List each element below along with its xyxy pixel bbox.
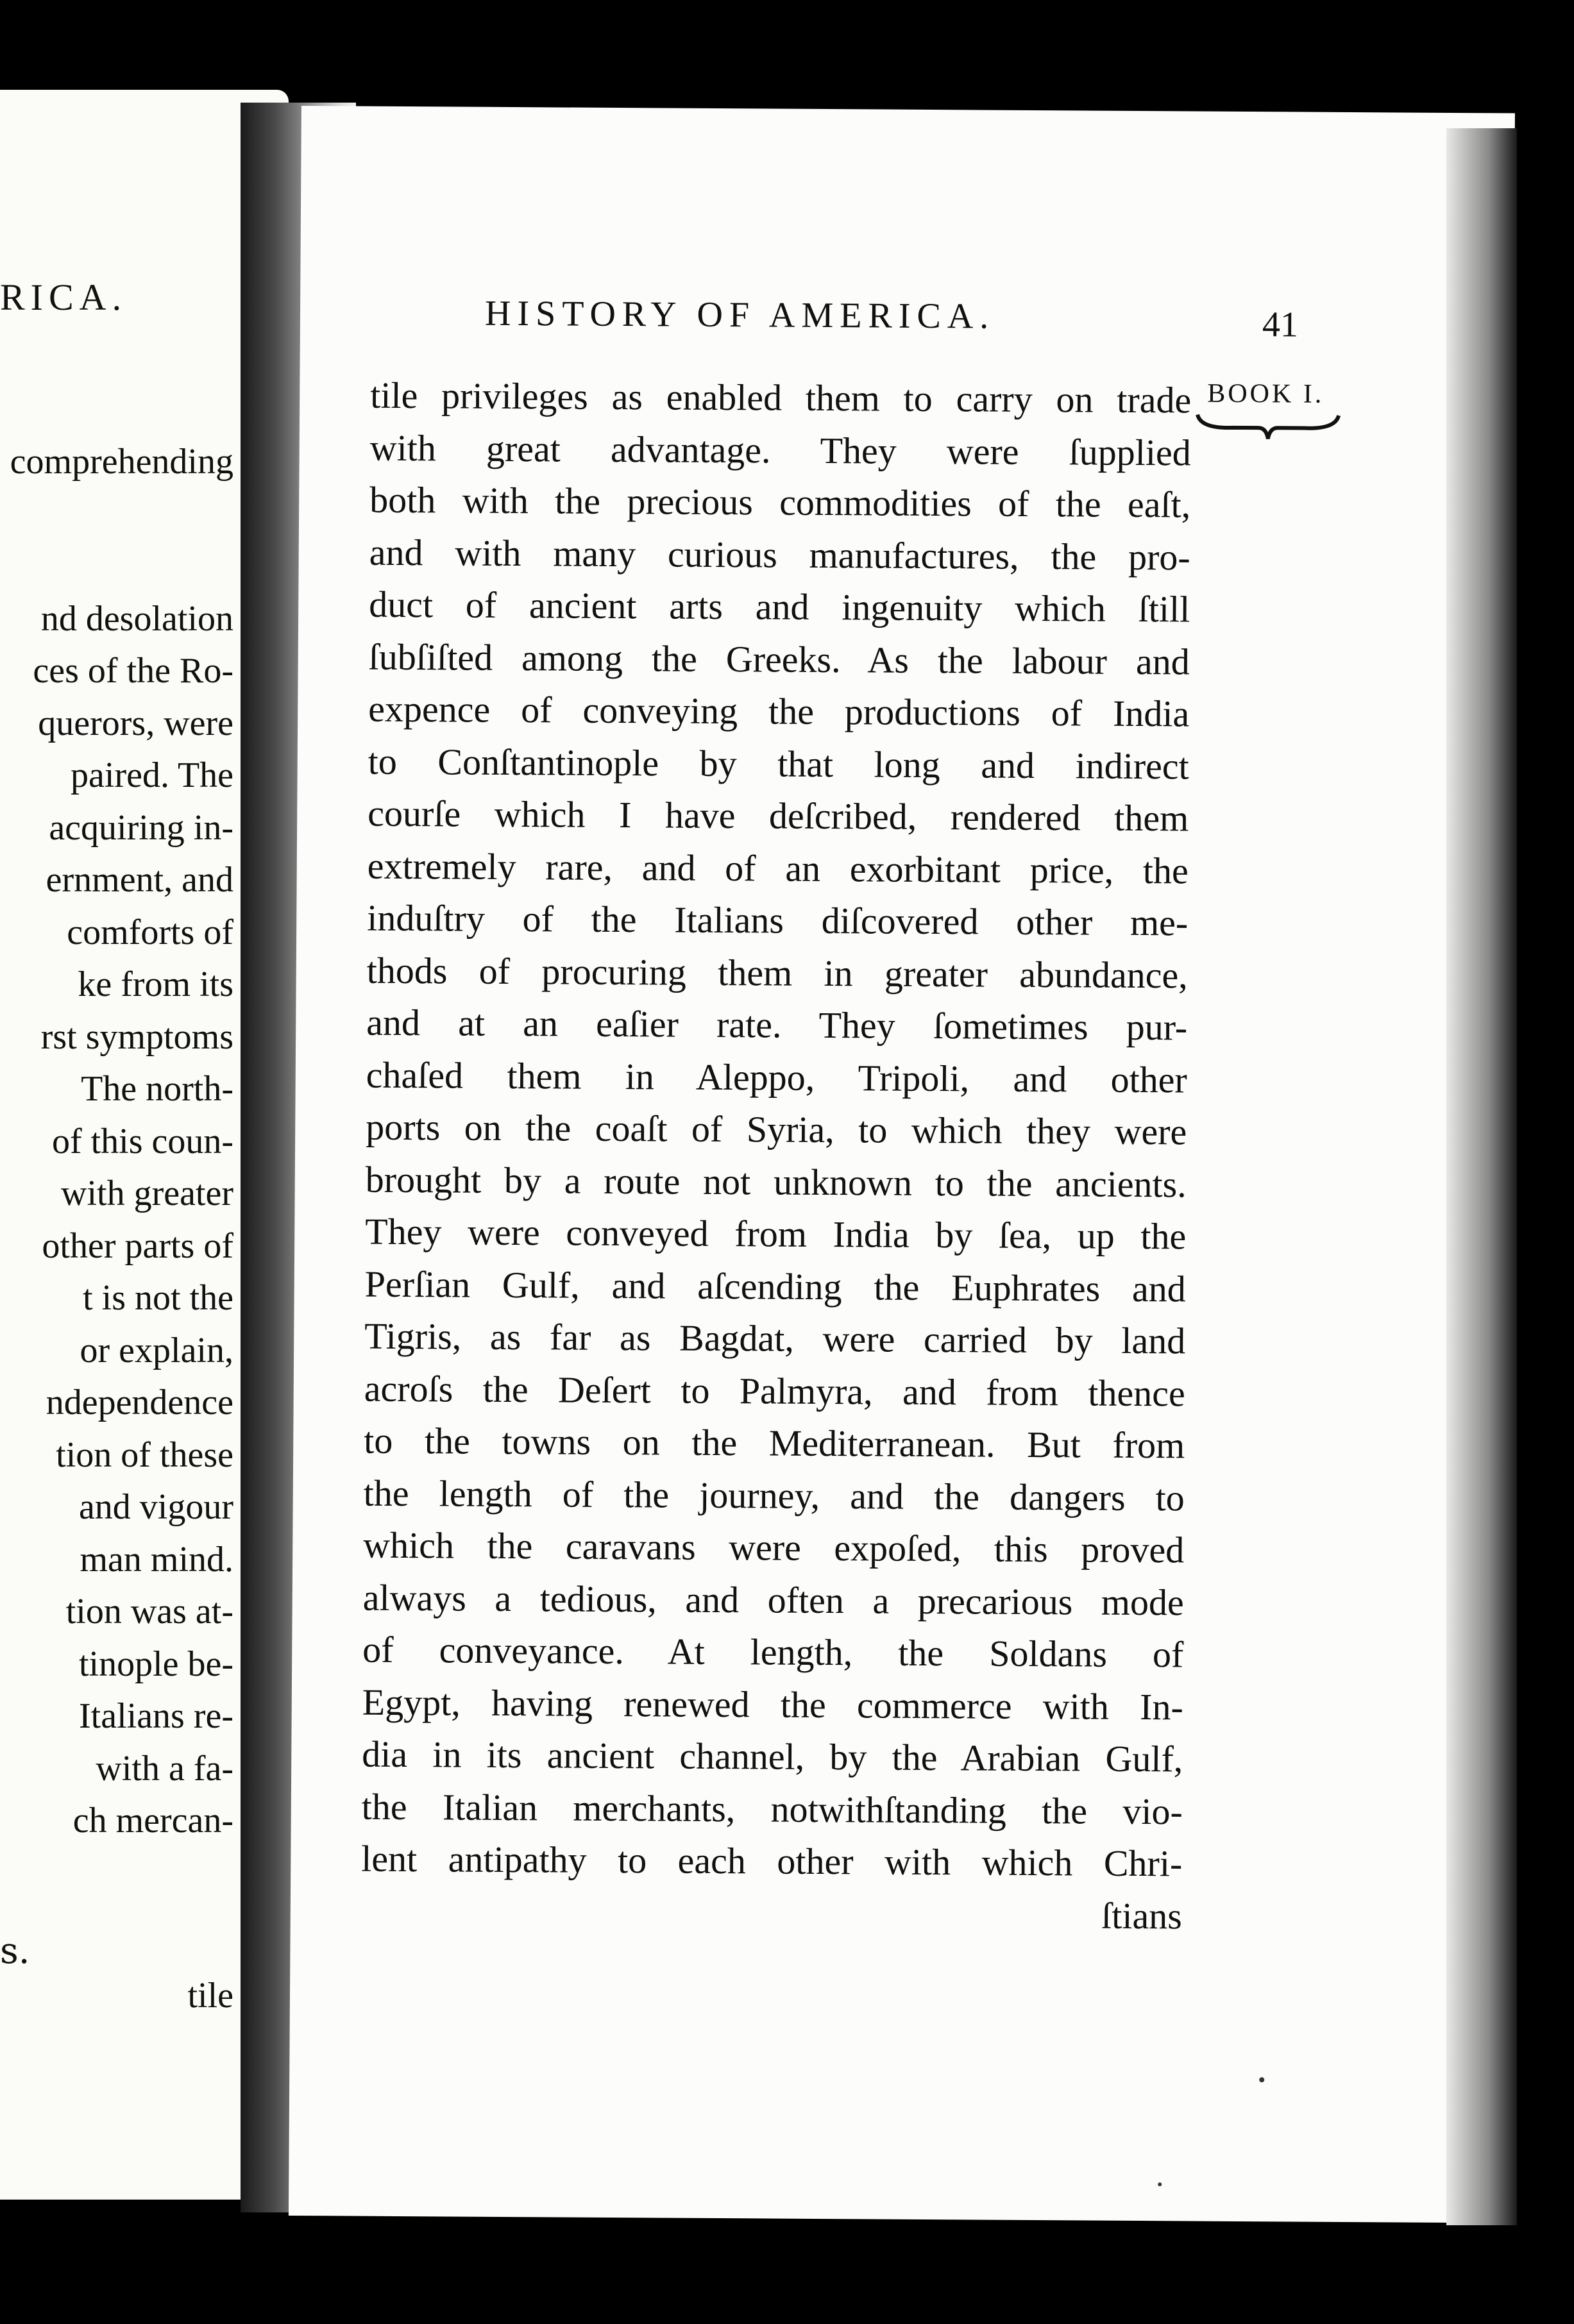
text-line: and at an eaſier rate. They ſometimes pur- (366, 1001, 1188, 1048)
left-text-line: man mind. (80, 1539, 233, 1579)
text-line: which the caravans were expoſed, this proved (363, 1524, 1185, 1571)
text-line: ports on the coaſt of Syria, to which they were (366, 1106, 1187, 1153)
left-text-line: comprehending (10, 442, 233, 482)
page-number: 41 (1262, 305, 1299, 345)
left-text-line: ces of the Ro- (33, 651, 233, 691)
left-text-line (10, 541, 233, 593)
left-text-line: rst symptoms (40, 1016, 233, 1057)
text-line: both with the precious commodities of the eaſt, (369, 478, 1191, 526)
right-page (289, 106, 1515, 2223)
left-text-line: querors, were (38, 703, 233, 743)
text-line: brought by a route not unknown to the ancients. (365, 1158, 1187, 1205)
text-line: courſe which I have deſcribed, rendered them (368, 792, 1189, 839)
text-line: Tigris, as far as Bagdat, were carried by land (364, 1315, 1186, 1362)
text-line: thods of procuring them in greater abundance, (366, 949, 1188, 996)
left-text-line: other parts of (42, 1225, 233, 1266)
left-text-line: with greater (61, 1174, 233, 1213)
page-edge-shadow (1446, 128, 1517, 2225)
body-text (361, 369, 1192, 1942)
text-line: the length of the journey, and the dangers to (363, 1472, 1185, 1519)
left-text-line (10, 489, 233, 541)
left-text-line: comforts of (67, 912, 233, 952)
left-text-line: ernment, and (46, 860, 233, 900)
text-line: ſubſiſted among the Greeks. As the labour and (368, 636, 1190, 682)
text-line: and with many curious manufactures, the pro- (369, 531, 1190, 578)
left-text-line: or explain, (80, 1330, 233, 1370)
left-text-line: tion of these (56, 1435, 233, 1475)
text-line: dia in its ancient channel, by the Arabian Gulf, (362, 1733, 1183, 1780)
text-line: to the towns on the Mediterranean. But from (364, 1419, 1185, 1467)
left-text-line: nd desolation (40, 598, 233, 639)
left-text-line: The north- (81, 1069, 233, 1109)
text-line: to Conſtantinople by that long and indirect (368, 740, 1189, 787)
left-text-line: of this coun- (51, 1121, 233, 1161)
text-line: with great advantage. They were ſupplied (369, 426, 1191, 473)
margin-note: BOOK I. (1207, 378, 1324, 409)
text-line: the Italian merchants, notwithſtanding the vio- (361, 1785, 1183, 1832)
left-catchword: tile (187, 1976, 233, 2016)
left-text-line: acquiring in- (49, 807, 233, 848)
left-text-line: tion was at- (65, 1592, 233, 1631)
left-running-head: RICA. (0, 276, 128, 318)
left-text-line: tinople be- (78, 1644, 233, 1684)
left-text-block (10, 436, 233, 1848)
text-line: Egypt, having renewed the commerce with In- (362, 1681, 1183, 1728)
text-line: lent antipathy to each other with which Chri- (361, 1837, 1183, 1885)
text-line: Perſian Gulf, and aſcending the Euphrates and (364, 1263, 1186, 1309)
text-line: tile privileges as enabled them to carry on trade (370, 374, 1192, 421)
text-line: expence of conveying the productions of India (368, 687, 1190, 735)
text-line: duct of ancient arts and ingenuity which ſtill (369, 583, 1190, 630)
text-line: chaſed them in Aleppo, Tripoli, and other (366, 1054, 1187, 1100)
left-text-line: with a fa- (96, 1748, 233, 1789)
left-text-line: ndependence (46, 1383, 233, 1422)
left-text-line: paired. The (71, 755, 233, 795)
left-margin-mark: s. (0, 1930, 30, 1972)
left-text-line: t is not the (83, 1278, 233, 1318)
left-text-line: and vigour (78, 1487, 233, 1527)
text-line: acroſs the Deſert to Palmyra, and from thence (364, 1367, 1185, 1414)
left-text-line: Italians re- (79, 1696, 233, 1736)
text-line: They were conveyed from India by ſea, up the (365, 1210, 1187, 1258)
left-text-line: ke from its (78, 964, 233, 1004)
text-line: of conveyance. At length, the Soldans of (362, 1628, 1184, 1676)
paper-speck (1259, 2077, 1264, 2082)
margin-brace-icon (1194, 410, 1342, 442)
running-head: HISTORY OF AMERICA. (484, 293, 995, 337)
left-text-line: ch mercan- (72, 1801, 233, 1840)
text-line: induſtry of the Italians diſcovered other me- (367, 897, 1189, 944)
text-line: always a tedious, and often a precarious mode (362, 1576, 1184, 1623)
catchword: ſtians (1101, 1894, 1182, 1937)
text-line: extremely rare, and of an exorbitant price, the (367, 845, 1189, 891)
paper-speck (1158, 2182, 1162, 2186)
